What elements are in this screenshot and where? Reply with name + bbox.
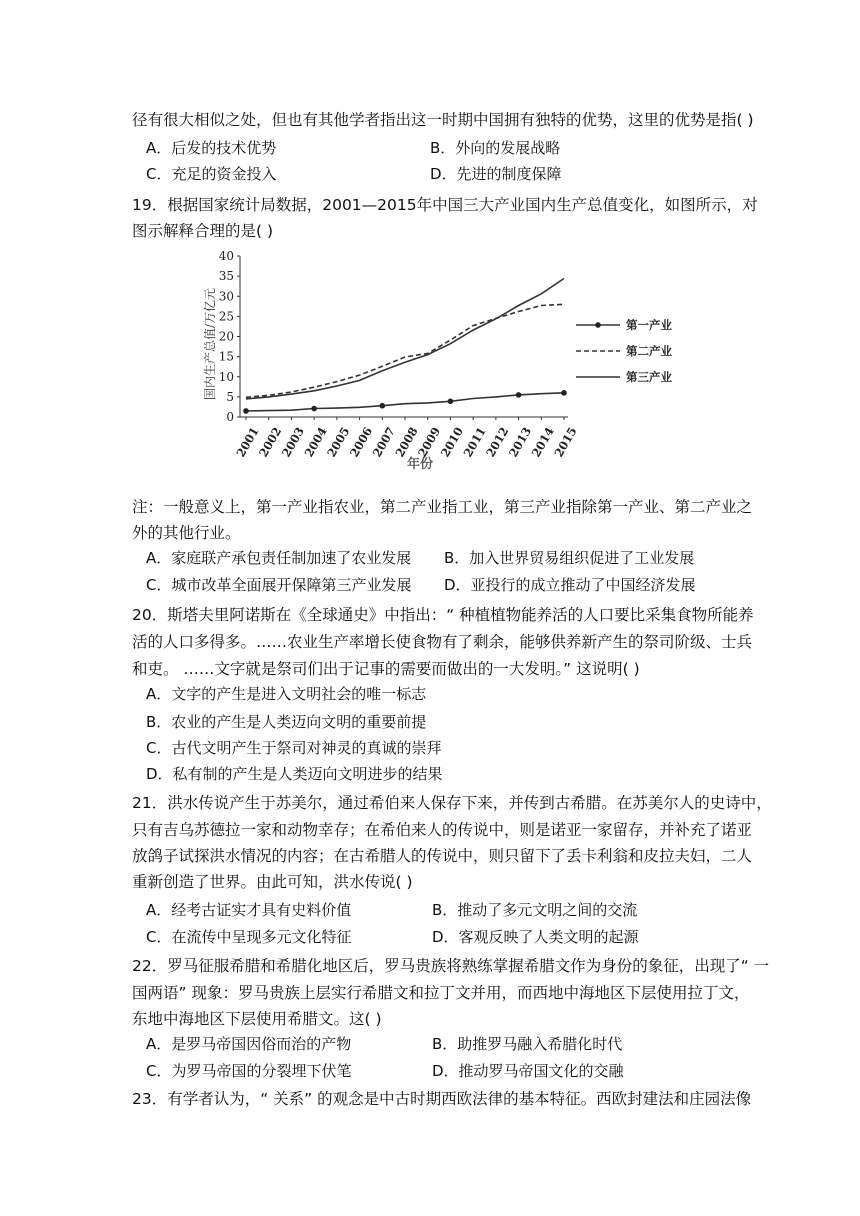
- legend-label-3: 第三产业: [626, 370, 672, 384]
- x-tick-label: 2011: [460, 424, 489, 460]
- x-tick-label: 2005: [324, 424, 353, 460]
- q23-stem-line1: 23．有学者认为，“ 关系” 的观念是中古时期西欧法律的基本特征。西欧封建法和庄园法像: [132, 1090, 752, 1108]
- q21-stem-line4: 重新创造了世界。由此可知，洪水传说( ): [132, 873, 413, 891]
- x-ticks: [233, 417, 579, 459]
- series-point: [561, 390, 567, 396]
- y-tick-label: 0: [226, 410, 234, 424]
- q21-option-b: B．推动了多元文明之间的交流: [432, 901, 638, 919]
- q21-stem-line1: 21．洪水传说产生于苏美尔，通过希伯来人保存下来，并传到古希腊。在苏美尔人的史诗中，: [132, 794, 772, 812]
- q19-stem-line2: 图示解释合理的是( ): [132, 222, 274, 240]
- q20-option-b: B．农业的产生是人类迈向文明的重要前提: [146, 713, 427, 731]
- q22-option-d: D．推动罗马帝国文化的交融: [432, 1062, 624, 1080]
- series-point: [448, 399, 454, 405]
- x-axis-label: 年份: [406, 457, 434, 472]
- chart-legend: [576, 318, 672, 384]
- y-tick-label: 20: [218, 329, 234, 344]
- q19-option-c: C．城市改革全面展开保障第三产业发展: [146, 576, 412, 594]
- q18-option-b: B．外向的发展战略: [430, 139, 561, 157]
- q20-stem-line3: 和吏。 ……文字就是祭司们出于记事的需要而做出的一大发明。” 这说明( ): [132, 660, 640, 678]
- y-tick-label: 5: [226, 389, 234, 404]
- q18-option-c: C．充足的资金投入: [146, 165, 277, 183]
- series-line-3: [246, 279, 564, 399]
- x-tick-label: 2014: [528, 424, 557, 460]
- q22-stem-line1: 22．罗马征服希腊和希腊化地区后，罗马贵族将熟练掌握希腊文作为身份的象征，出现了“ 一: [132, 957, 770, 975]
- y-ticks: [219, 249, 240, 424]
- series-point: [311, 406, 317, 412]
- q21-option-c: C．在流传中呈现多元文化特征: [146, 928, 352, 946]
- q21-stem-line3: 放鸽子试探洪水情况的内容；在古希腊人的传说中，则只留下了丢卡利翁和皮拉夫妇，二人: [132, 847, 753, 865]
- x-tick-label: 2015: [551, 424, 580, 460]
- q22-option-b: B．助推罗马融入希腊化时代: [432, 1035, 623, 1053]
- q21-stem-line2: 只有吉乌苏德拉一家和动物幸存；在希伯来人的传说中，则是诺亚一家留存，并补充了诺亚: [132, 821, 753, 839]
- series-point: [516, 392, 522, 398]
- y-tick-label: 30: [218, 289, 234, 304]
- q22-stem-line2: 国两语” 现象：罗马贵族上层实行希腊文和拉丁文并用，而西地中海地区下层使用拉丁文，: [132, 984, 750, 1002]
- series-line-2: [246, 304, 564, 397]
- y-tick-label: 40: [218, 249, 234, 263]
- q21-option-d: D．客观反映了人类文明的起源: [432, 928, 639, 946]
- q20-stem-line2: 活的人口多得多。……农业生产率增长使食物有了剩余，能够供养新产生的祭司阶级、士兵: [132, 633, 753, 651]
- q19-note-line2: 外的其他行业。: [132, 524, 241, 542]
- q20-option-c: C．古代文明产生于祭司对神灵的真诚的崇拜: [146, 739, 442, 757]
- q18-option-d: D．先进的制度保障: [430, 165, 562, 183]
- q19-stem-line1: 19．根据国家统计局数据，2001—2015年中国三大产业国内生产总值变化，如图所示，对: [132, 196, 758, 214]
- q18-option-a: A．后发的技术优势: [146, 139, 277, 157]
- x-tick-label: 2003: [278, 424, 307, 460]
- x-tick-label: 2010: [437, 424, 466, 460]
- q22-option-a: A．是罗马帝国因俗而治的产物: [146, 1035, 352, 1053]
- q21-option-a: A．经考古证实才具有史料价值: [146, 901, 352, 919]
- x-tick-label: 2006: [347, 424, 376, 460]
- chart-series: [243, 279, 567, 414]
- q19-note-line1: 注：一般意义上，第一产业指农业，第二产业指工业，第三产业指除第一产业、第二产业之: [132, 498, 753, 516]
- x-tick-label: 2009: [415, 424, 444, 460]
- legend-marker: [595, 322, 601, 328]
- y-axis-label: 国内生产总值/万亿元: [203, 287, 217, 401]
- q20-option-d: D．私有制的产生是人类迈向文明进步的结果: [146, 765, 443, 783]
- y-tick-label: 15: [218, 349, 234, 364]
- legend-label-1: 第一产业: [626, 318, 672, 332]
- x-tick-label: 2004: [301, 424, 330, 460]
- x-tick-label: 2012: [483, 424, 512, 460]
- q20-stem-line1: 20．斯塔夫里阿诺斯在《全球通史》中指出：“ 种植植物能养活的人口要比采集食物所能养: [132, 606, 754, 624]
- q20-option-a: A．文字的产生是进入文明社会的唯一标志: [146, 685, 427, 703]
- series-point: [379, 403, 385, 409]
- x-tick-label: 2007: [369, 424, 398, 460]
- y-tick-label: 35: [218, 269, 234, 284]
- q18-stem-continued: 径有很大相似之处，但也有其他学者指出这一时期中国拥有独特的优势，这里的优势是指( ): [132, 111, 754, 129]
- x-tick-label: 2013: [506, 424, 535, 460]
- q19-option-b: B．加入世界贸易组织促进了工业发展: [444, 549, 695, 567]
- legend-label-2: 第二产业: [626, 344, 672, 358]
- q19-option-a: A．家庭联产承包责任制加速了农业发展: [146, 549, 412, 567]
- q22-option-c: C．为罗马帝国的分裂埋下伏笔: [146, 1062, 352, 1080]
- x-tick-label: 2002: [256, 424, 285, 460]
- x-tick-label: 2008: [392, 424, 421, 460]
- q19-option-d: D．亚投行的成立推动了中国经济发展: [444, 576, 696, 594]
- y-tick-label: 10: [218, 369, 234, 384]
- x-tick-label: 2001: [233, 424, 262, 460]
- y-tick-label: 25: [218, 309, 234, 324]
- series-point: [243, 408, 249, 414]
- q22-stem-line3: 东地中海地区下层使用希腊文。这( ): [132, 1010, 382, 1028]
- gdp-line-chart: [190, 244, 690, 474]
